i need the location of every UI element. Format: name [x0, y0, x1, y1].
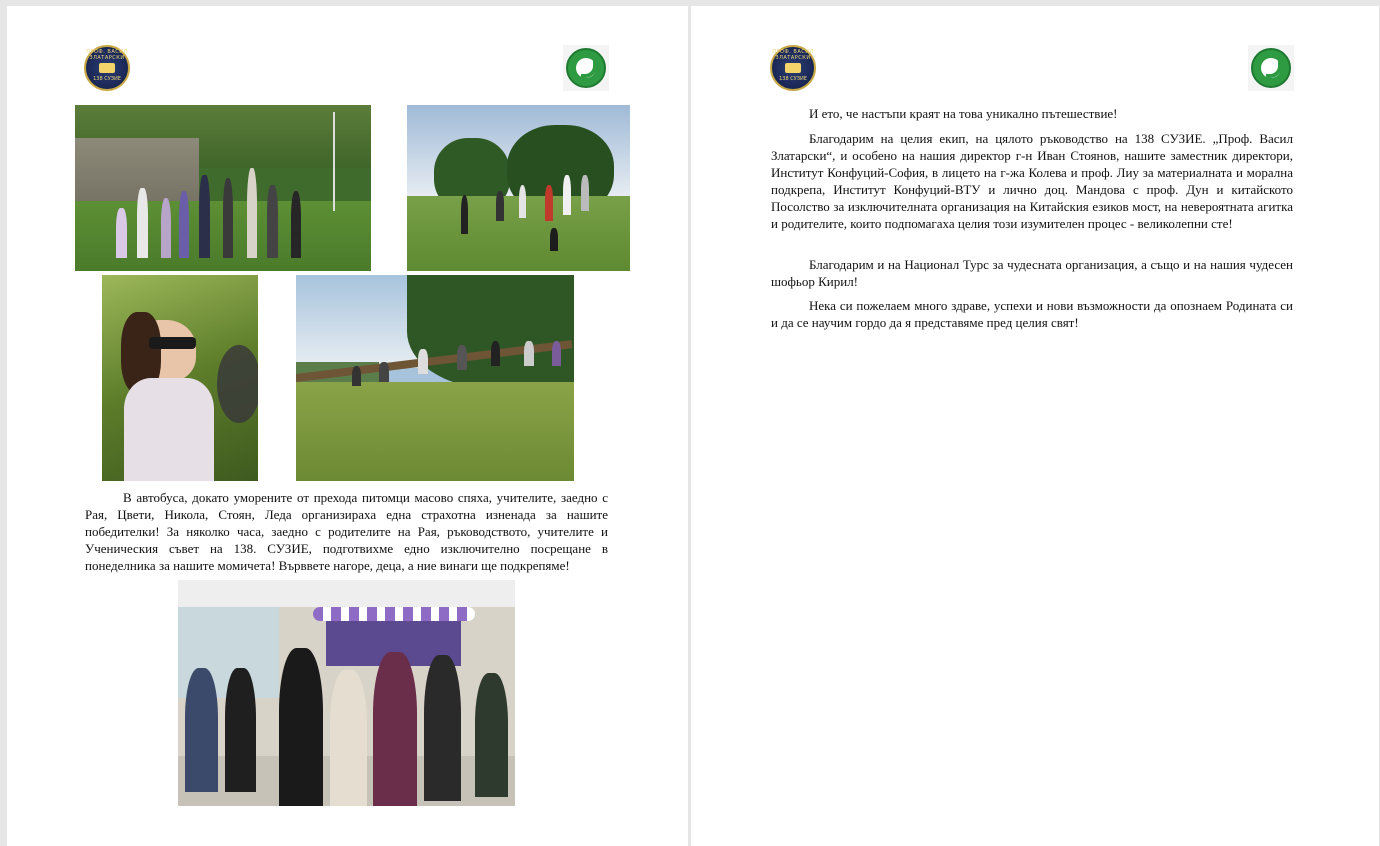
right-page-paragraph-4: Нека си пожелаем много здраве, успехи и нови възможности да опознаем Родината си и да се научим гордо да я представяме пред целия свят!: [771, 298, 1293, 330]
school-logo-year: 138 СУЗИЕ: [779, 76, 807, 82]
left-page-paragraph: В автобуса, докато уморените от прехода питомци масово спяха, учителите, заедно с Рая, Цвети, Никола, Стоян, Леда организираха една страхотна изненада за нашите победителки! За няколко часа, заедно с родителите на Рая, ръководството, учителите и Ученическия съвет на 138. СУЗИЕ, подготвихме едно изключително посрещане в понеделника за нашите момичета! Върввете нагоре, деца, а ние винаги ще подкрепяме!: [85, 490, 608, 573]
document-page-right: [691, 6, 1379, 846]
school-logo: [770, 45, 816, 91]
school-logo-ring-text: ПРОФ. ВАСИЛ ЗЛАТАРСКИ: [772, 49, 814, 61]
document-page-left: [7, 6, 688, 846]
photo-welcome-celebration: [178, 580, 515, 806]
photo-girl-with-fan: [102, 275, 258, 481]
right-page-paragraph-3: Благодарим и на Национал Турс за чудесната организация, а също и на нашия чудесен шофьор Кирил!: [771, 257, 1293, 289]
book-icon: [99, 63, 115, 73]
photo-group-hill-trees: [407, 105, 630, 271]
school-logo: [84, 45, 130, 91]
right-page-paragraph-2: Благодарим на целия екип, на цялото ръководство на 138 СУЗИЕ. „Проф. Васил Златарски“, и особено на нашия директор г-н Иван Стоянов, нашите заместник директори, Институт Конфуций-София, в лицето на г-жа Колева и проф. Лиу за материалната и морална подкрепа, Институт Конфуций-ВТУ и лично доц. Мандова с проф. Дун и китайското Посолство за изключителната организация на Китайския езиков мост, на невероятната агитка и родителите, които подпомагаха целия този изумителен процес - великолепни сте!: [771, 131, 1293, 231]
confucius-institute-logo: [1248, 45, 1294, 91]
school-logo-year: 138 СУЗИЕ: [93, 76, 121, 82]
photo-group-wooden-railing: [296, 275, 574, 481]
school-logo-ring-text: ПРОФ. ВАСИЛ ЗЛАТАРСКИ: [86, 49, 128, 61]
book-icon: [785, 63, 801, 73]
right-page-paragraph-1: И ето, че настъпи краят на това уникално пътешествие!: [809, 106, 1118, 121]
photo-group-stone-wall: [75, 105, 371, 271]
confucius-institute-logo: [563, 45, 609, 91]
